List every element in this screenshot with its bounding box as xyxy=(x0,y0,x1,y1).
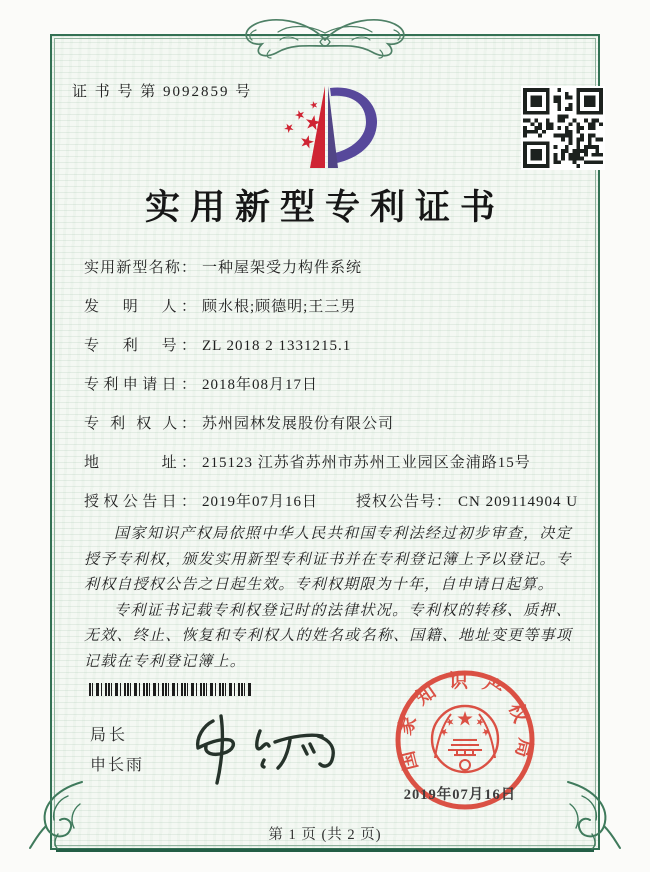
field-label: 授权公告日： xyxy=(84,494,196,510)
field-value: 215123 江苏省苏州市苏州工业园区金浦路15号 xyxy=(202,455,531,471)
certificate-number: 证 书 号 第 9092859 号 xyxy=(72,84,253,100)
field-label: 实用新型名称： xyxy=(84,260,196,276)
field-list xyxy=(84,256,580,529)
field-row-filing-date xyxy=(84,373,580,397)
field-row-name xyxy=(84,256,580,280)
top-ornament-icon xyxy=(208,6,442,64)
signature xyxy=(172,688,357,793)
field-row-inventors xyxy=(84,295,580,319)
logo-spike xyxy=(310,86,325,168)
body-paragraph-1: 国家知识产权局依照中华人民共和国专利法经过初步审查，决定授予专利权，颁发实用新型专利证书并在专利登记簿上予以登记。专利权自授权公告之日起生效。专利权期限为十年，自申请日起算。 xyxy=(84,526,572,593)
certificate-title: 实用新型专利证书 xyxy=(144,188,505,227)
signer-title: 局长 xyxy=(90,727,129,744)
page-footer: 第 1 页 (共 2 页) xyxy=(268,827,382,843)
field-label: 专 利 号： xyxy=(84,338,196,354)
field-row-address xyxy=(84,451,580,475)
signer-name: 申长雨 xyxy=(90,757,145,774)
field-row-patent-no xyxy=(84,334,580,358)
legal-text xyxy=(84,522,572,675)
field-value: 2019年07月16日 xyxy=(202,494,319,510)
field-value: 顾水根;顾德明;王三男 xyxy=(202,299,357,315)
field-row-patentee xyxy=(84,412,580,436)
qr-code xyxy=(521,86,605,170)
body-paragraph-2: 专利证书记载专利权登记时的法律状况。专利权的转移、质押、无效、终止、恢复和专利权人的姓名或名称、国籍、地址变更等事项记载在专利登记簿上。 xyxy=(84,602,572,670)
grant-no-label: 授权公告号： xyxy=(356,494,453,510)
field-value: 2018年08月17日 xyxy=(202,377,319,393)
field-value: 苏州园林发展股份有限公司 xyxy=(202,416,395,432)
bottom-rule xyxy=(56,849,594,852)
cnipa-logo-icon xyxy=(268,76,386,174)
field-row-grant-date xyxy=(84,490,580,514)
grant-no-value: CN 209114904 U xyxy=(458,494,579,510)
grant-publication-number xyxy=(356,490,578,511)
field-label: 发 明 人： xyxy=(84,299,196,315)
national-emblem-icon xyxy=(432,706,498,772)
field-label: 专利申请日： xyxy=(84,377,196,393)
field-label: 地 址： xyxy=(84,455,196,471)
field-value: ZL 2018 2 1331215.1 xyxy=(202,338,352,354)
field-value: 一种屋架受力构件系统 xyxy=(202,260,363,276)
seal-date: 2019年07月16日 xyxy=(403,787,517,803)
field-label: 专 利 权 人： xyxy=(84,416,196,432)
seal-text: 国家知识产权局 xyxy=(394,670,536,773)
